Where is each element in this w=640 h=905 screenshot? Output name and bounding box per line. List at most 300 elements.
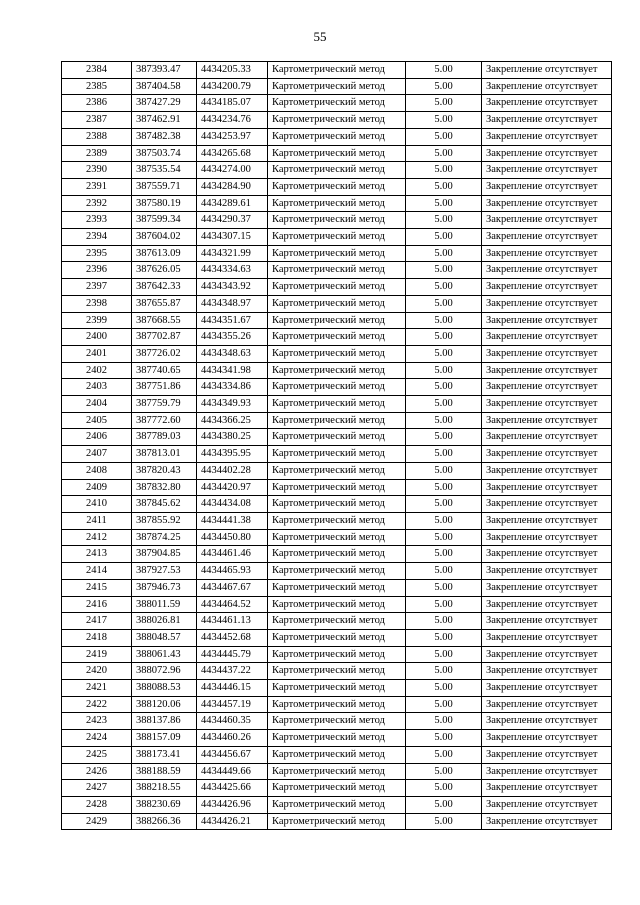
x-coordinate-cell: 387927.53 <box>132 563 197 580</box>
x-coordinate-cell: 387702.87 <box>132 329 197 346</box>
y-coordinate-cell: 4434420.97 <box>197 479 268 496</box>
accuracy-cell: 5.00 <box>406 596 482 613</box>
table-row <box>62 763 612 780</box>
table-row <box>62 312 612 329</box>
method-cell: Картометрический метод <box>268 362 406 379</box>
table-row <box>62 195 612 212</box>
x-coordinate-cell: 387642.33 <box>132 279 197 296</box>
y-coordinate-cell: 4434446.15 <box>197 680 268 697</box>
accuracy-cell: 5.00 <box>406 295 482 312</box>
table-row <box>62 579 612 596</box>
x-coordinate-cell: 387393.47 <box>132 62 197 79</box>
method-cell: Картометрический метод <box>268 462 406 479</box>
method-cell: Картометрический метод <box>268 62 406 79</box>
accuracy-cell: 5.00 <box>406 446 482 463</box>
fixing-cell: Закрепление отсутствует <box>482 295 612 312</box>
accuracy-cell: 5.00 <box>406 479 482 496</box>
method-cell: Картометрический метод <box>268 663 406 680</box>
x-coordinate-cell: 387904.85 <box>132 546 197 563</box>
table-row <box>62 479 612 496</box>
method-cell: Картометрический метод <box>268 112 406 129</box>
fixing-cell: Закрепление отсутствует <box>482 412 612 429</box>
fixing-cell: Закрепление отсутствует <box>482 579 612 596</box>
table-row <box>62 78 612 95</box>
point-number-cell: 2387 <box>62 112 132 129</box>
fixing-cell: Закрепление отсутствует <box>482 529 612 546</box>
point-number-cell: 2397 <box>62 279 132 296</box>
method-cell: Картометрический метод <box>268 245 406 262</box>
accuracy-cell: 5.00 <box>406 579 482 596</box>
y-coordinate-cell: 4434460.35 <box>197 713 268 730</box>
x-coordinate-cell: 388188.59 <box>132 763 197 780</box>
accuracy-cell: 5.00 <box>406 713 482 730</box>
point-number-cell: 2392 <box>62 195 132 212</box>
table-row <box>62 713 612 730</box>
x-coordinate-cell: 387946.73 <box>132 579 197 596</box>
point-number-cell: 2429 <box>62 813 132 830</box>
fixing-cell: Закрепление отсутствует <box>482 563 612 580</box>
point-number-cell: 2412 <box>62 529 132 546</box>
x-coordinate-cell: 388011.59 <box>132 596 197 613</box>
method-cell: Картометрический метод <box>268 730 406 747</box>
fixing-cell: Закрепление отсутствует <box>482 128 612 145</box>
accuracy-cell: 5.00 <box>406 763 482 780</box>
x-coordinate-cell: 387503.74 <box>132 145 197 162</box>
point-number-cell: 2386 <box>62 95 132 112</box>
y-coordinate-cell: 4434426.96 <box>197 796 268 813</box>
method-cell: Картометрический метод <box>268 229 406 246</box>
method-cell: Картометрический метод <box>268 696 406 713</box>
x-coordinate-cell: 387427.29 <box>132 95 197 112</box>
table-row <box>62 145 612 162</box>
table-row <box>62 512 612 529</box>
y-coordinate-cell: 4434334.86 <box>197 379 268 396</box>
fixing-cell: Закрепление отсутствует <box>482 546 612 563</box>
coordinates-table <box>61 61 612 830</box>
x-coordinate-cell: 387772.60 <box>132 412 197 429</box>
x-coordinate-cell: 387874.25 <box>132 529 197 546</box>
point-number-cell: 2390 <box>62 162 132 179</box>
fixing-cell: Закрепление отсутствует <box>482 479 612 496</box>
accuracy-cell: 5.00 <box>406 162 482 179</box>
table-row <box>62 396 612 413</box>
method-cell: Картометрический метод <box>268 178 406 195</box>
y-coordinate-cell: 4434351.67 <box>197 312 268 329</box>
accuracy-cell: 5.00 <box>406 62 482 79</box>
accuracy-cell: 5.00 <box>406 796 482 813</box>
point-number-cell: 2388 <box>62 128 132 145</box>
y-coordinate-cell: 4434465.93 <box>197 563 268 580</box>
method-cell: Картометрический метод <box>268 680 406 697</box>
table-row <box>62 295 612 312</box>
accuracy-cell: 5.00 <box>406 245 482 262</box>
method-cell: Картометрический метод <box>268 713 406 730</box>
point-number-cell: 2419 <box>62 646 132 663</box>
x-coordinate-cell: 387845.62 <box>132 496 197 513</box>
accuracy-cell: 5.00 <box>406 312 482 329</box>
y-coordinate-cell: 4434234.76 <box>197 112 268 129</box>
y-coordinate-cell: 4434349.93 <box>197 396 268 413</box>
table-row <box>62 128 612 145</box>
fixing-cell: Закрепление отсутствует <box>482 95 612 112</box>
accuracy-cell: 5.00 <box>406 813 482 830</box>
table-row <box>62 462 612 479</box>
table-row <box>62 362 612 379</box>
x-coordinate-cell: 387832.80 <box>132 479 197 496</box>
point-number-cell: 2405 <box>62 412 132 429</box>
accuracy-cell: 5.00 <box>406 362 482 379</box>
fixing-cell: Закрепление отсутствует <box>482 245 612 262</box>
method-cell: Картометрический метод <box>268 396 406 413</box>
point-number-cell: 2413 <box>62 546 132 563</box>
point-number-cell: 2415 <box>62 579 132 596</box>
method-cell: Картометрический метод <box>268 78 406 95</box>
accuracy-cell: 5.00 <box>406 128 482 145</box>
accuracy-cell: 5.00 <box>406 546 482 563</box>
table-row <box>62 446 612 463</box>
method-cell: Картометрический метод <box>268 763 406 780</box>
y-coordinate-cell: 4434274.00 <box>197 162 268 179</box>
point-number-cell: 2395 <box>62 245 132 262</box>
method-cell: Картометрический метод <box>268 312 406 329</box>
x-coordinate-cell: 388137.86 <box>132 713 197 730</box>
accuracy-cell: 5.00 <box>406 379 482 396</box>
table-row <box>62 646 612 663</box>
table-row <box>62 95 612 112</box>
point-number-cell: 2384 <box>62 62 132 79</box>
method-cell: Картометрический метод <box>268 128 406 145</box>
fixing-cell: Закрепление отсутствует <box>482 713 612 730</box>
method-cell: Картометрический метод <box>268 646 406 663</box>
y-coordinate-cell: 4434200.79 <box>197 78 268 95</box>
x-coordinate-cell: 388266.36 <box>132 813 197 830</box>
accuracy-cell: 5.00 <box>406 229 482 246</box>
accuracy-cell: 5.00 <box>406 746 482 763</box>
accuracy-cell: 5.00 <box>406 462 482 479</box>
y-coordinate-cell: 4434366.25 <box>197 412 268 429</box>
x-coordinate-cell: 388230.69 <box>132 796 197 813</box>
point-number-cell: 2428 <box>62 796 132 813</box>
method-cell: Картометрический метод <box>268 329 406 346</box>
table-row <box>62 345 612 362</box>
point-number-cell: 2407 <box>62 446 132 463</box>
method-cell: Картометрический метод <box>268 162 406 179</box>
point-number-cell: 2394 <box>62 229 132 246</box>
y-coordinate-cell: 4434265.68 <box>197 145 268 162</box>
accuracy-cell: 5.00 <box>406 396 482 413</box>
x-coordinate-cell: 387726.02 <box>132 345 197 362</box>
table-row <box>62 329 612 346</box>
fixing-cell: Закрепление отсутствует <box>482 362 612 379</box>
method-cell: Картометрический метод <box>268 796 406 813</box>
x-coordinate-cell: 387580.19 <box>132 195 197 212</box>
accuracy-cell: 5.00 <box>406 663 482 680</box>
point-number-cell: 2421 <box>62 680 132 697</box>
fixing-cell: Закрепление отсутствует <box>482 178 612 195</box>
point-number-cell: 2406 <box>62 429 132 446</box>
y-coordinate-cell: 4434334.63 <box>197 262 268 279</box>
point-number-cell: 2409 <box>62 479 132 496</box>
method-cell: Картометрический метод <box>268 95 406 112</box>
accuracy-cell: 5.00 <box>406 529 482 546</box>
table-row <box>62 680 612 697</box>
fixing-cell: Закрепление отсутствует <box>482 629 612 646</box>
x-coordinate-cell: 388120.06 <box>132 696 197 713</box>
y-coordinate-cell: 4434452.68 <box>197 629 268 646</box>
y-coordinate-cell: 4434395.95 <box>197 446 268 463</box>
fixing-cell: Закрепление отсутствует <box>482 663 612 680</box>
fixing-cell: Закрепление отсутствует <box>482 446 612 463</box>
fixing-cell: Закрепление отсутствует <box>482 279 612 296</box>
table-row <box>62 696 612 713</box>
table-row <box>62 229 612 246</box>
y-coordinate-cell: 4434450.80 <box>197 529 268 546</box>
x-coordinate-cell: 387404.58 <box>132 78 197 95</box>
y-coordinate-cell: 4434426.21 <box>197 813 268 830</box>
method-cell: Картометрический метод <box>268 512 406 529</box>
fixing-cell: Закрепление отсутствует <box>482 462 612 479</box>
fixing-cell: Закрепление отсутствует <box>482 345 612 362</box>
accuracy-cell: 5.00 <box>406 696 482 713</box>
fixing-cell: Закрепление отсутствует <box>482 329 612 346</box>
table-row <box>62 663 612 680</box>
table-row <box>62 178 612 195</box>
fixing-cell: Закрепление отсутствует <box>482 429 612 446</box>
x-coordinate-cell: 387820.43 <box>132 462 197 479</box>
x-coordinate-cell: 387482.38 <box>132 128 197 145</box>
y-coordinate-cell: 4434348.97 <box>197 295 268 312</box>
x-coordinate-cell: 387535.54 <box>132 162 197 179</box>
y-coordinate-cell: 4434380.25 <box>197 429 268 446</box>
method-cell: Картометрический метод <box>268 563 406 580</box>
table-row <box>62 262 612 279</box>
table-row <box>62 796 612 813</box>
accuracy-cell: 5.00 <box>406 112 482 129</box>
page-number: 55 <box>313 29 327 44</box>
fixing-cell: Закрепление отсутствует <box>482 780 612 797</box>
x-coordinate-cell: 387559.71 <box>132 178 197 195</box>
accuracy-cell: 5.00 <box>406 629 482 646</box>
y-coordinate-cell: 4434437.22 <box>197 663 268 680</box>
accuracy-cell: 5.00 <box>406 279 482 296</box>
fixing-cell: Закрепление отсутствует <box>482 262 612 279</box>
x-coordinate-cell: 388048.57 <box>132 629 197 646</box>
point-number-cell: 2420 <box>62 663 132 680</box>
accuracy-cell: 5.00 <box>406 512 482 529</box>
y-coordinate-cell: 4434441.38 <box>197 512 268 529</box>
table-row <box>62 212 612 229</box>
table-row <box>62 730 612 747</box>
method-cell: Картометрический метод <box>268 279 406 296</box>
table-row <box>62 112 612 129</box>
y-coordinate-cell: 4434467.67 <box>197 579 268 596</box>
table-row <box>62 529 612 546</box>
table-row <box>62 746 612 763</box>
fixing-cell: Закрепление отсутствует <box>482 613 612 630</box>
accuracy-cell: 5.00 <box>406 613 482 630</box>
fixing-cell: Закрепление отсутствует <box>482 112 612 129</box>
fixing-cell: Закрепление отсутствует <box>482 596 612 613</box>
x-coordinate-cell: 387604.02 <box>132 229 197 246</box>
x-coordinate-cell: 387626.05 <box>132 262 197 279</box>
point-number-cell: 2408 <box>62 462 132 479</box>
x-coordinate-cell: 387789.03 <box>132 429 197 446</box>
fixing-cell: Закрепление отсутствует <box>482 229 612 246</box>
y-coordinate-cell: 4434289.61 <box>197 195 268 212</box>
accuracy-cell: 5.00 <box>406 78 482 95</box>
fixing-cell: Закрепление отсутствует <box>482 696 612 713</box>
fixing-cell: Закрепление отсутствует <box>482 62 612 79</box>
x-coordinate-cell: 388218.55 <box>132 780 197 797</box>
point-number-cell: 2402 <box>62 362 132 379</box>
point-number-cell: 2426 <box>62 763 132 780</box>
x-coordinate-cell: 387751.86 <box>132 379 197 396</box>
y-coordinate-cell: 4434461.46 <box>197 546 268 563</box>
point-number-cell: 2404 <box>62 396 132 413</box>
accuracy-cell: 5.00 <box>406 262 482 279</box>
x-coordinate-cell: 388173.41 <box>132 746 197 763</box>
y-coordinate-cell: 4434205.33 <box>197 62 268 79</box>
point-number-cell: 2414 <box>62 563 132 580</box>
point-number-cell: 2411 <box>62 512 132 529</box>
x-coordinate-cell: 387599.34 <box>132 212 197 229</box>
y-coordinate-cell: 4434402.28 <box>197 462 268 479</box>
table-row <box>62 412 612 429</box>
fixing-cell: Закрепление отсутствует <box>482 145 612 162</box>
point-number-cell: 2393 <box>62 212 132 229</box>
point-number-cell: 2423 <box>62 713 132 730</box>
point-number-cell: 2422 <box>62 696 132 713</box>
method-cell: Картометрический метод <box>268 379 406 396</box>
method-cell: Картометрический метод <box>268 746 406 763</box>
y-coordinate-cell: 4434307.15 <box>197 229 268 246</box>
accuracy-cell: 5.00 <box>406 178 482 195</box>
accuracy-cell: 5.00 <box>406 412 482 429</box>
x-coordinate-cell: 388026.81 <box>132 613 197 630</box>
fixing-cell: Закрепление отсутствует <box>482 396 612 413</box>
fixing-cell: Закрепление отсутствует <box>482 763 612 780</box>
accuracy-cell: 5.00 <box>406 145 482 162</box>
fixing-cell: Закрепление отсутствует <box>482 746 612 763</box>
method-cell: Картометрический метод <box>268 429 406 446</box>
table-row <box>62 546 612 563</box>
y-coordinate-cell: 4434449.66 <box>197 763 268 780</box>
x-coordinate-cell: 388088.53 <box>132 680 197 697</box>
point-number-cell: 2401 <box>62 345 132 362</box>
fixing-cell: Закрепление отсутствует <box>482 680 612 697</box>
table-row <box>62 279 612 296</box>
point-number-cell: 2416 <box>62 596 132 613</box>
point-number-cell: 2425 <box>62 746 132 763</box>
method-cell: Картометрический метод <box>268 780 406 797</box>
accuracy-cell: 5.00 <box>406 563 482 580</box>
accuracy-cell: 5.00 <box>406 429 482 446</box>
y-coordinate-cell: 4434185.07 <box>197 95 268 112</box>
y-coordinate-cell: 4434343.92 <box>197 279 268 296</box>
accuracy-cell: 5.00 <box>406 730 482 747</box>
method-cell: Картометрический метод <box>268 496 406 513</box>
x-coordinate-cell: 387759.79 <box>132 396 197 413</box>
method-cell: Картометрический метод <box>268 412 406 429</box>
table-row <box>62 780 612 797</box>
x-coordinate-cell: 387740.65 <box>132 362 197 379</box>
method-cell: Картометрический метод <box>268 613 406 630</box>
y-coordinate-cell: 4434321.99 <box>197 245 268 262</box>
point-number-cell: 2424 <box>62 730 132 747</box>
y-coordinate-cell: 4434445.79 <box>197 646 268 663</box>
y-coordinate-cell: 4434456.67 <box>197 746 268 763</box>
y-coordinate-cell: 4434460.26 <box>197 730 268 747</box>
fixing-cell: Закрепление отсутствует <box>482 312 612 329</box>
accuracy-cell: 5.00 <box>406 646 482 663</box>
x-coordinate-cell: 388157.09 <box>132 730 197 747</box>
y-coordinate-cell: 4434348.63 <box>197 345 268 362</box>
x-coordinate-cell: 388061.43 <box>132 646 197 663</box>
accuracy-cell: 5.00 <box>406 496 482 513</box>
accuracy-cell: 5.00 <box>406 329 482 346</box>
x-coordinate-cell: 388072.96 <box>132 663 197 680</box>
y-coordinate-cell: 4434355.26 <box>197 329 268 346</box>
accuracy-cell: 5.00 <box>406 95 482 112</box>
y-coordinate-cell: 4434464.52 <box>197 596 268 613</box>
method-cell: Картометрический метод <box>268 145 406 162</box>
fixing-cell: Закрепление отсутствует <box>482 379 612 396</box>
y-coordinate-cell: 4434434.08 <box>197 496 268 513</box>
table-row <box>62 429 612 446</box>
y-coordinate-cell: 4434461.13 <box>197 613 268 630</box>
method-cell: Картометрический метод <box>268 529 406 546</box>
method-cell: Картометрический метод <box>268 479 406 496</box>
table-row <box>62 596 612 613</box>
method-cell: Картометрический метод <box>268 212 406 229</box>
x-coordinate-cell: 387855.92 <box>132 512 197 529</box>
y-coordinate-cell: 4434457.19 <box>197 696 268 713</box>
point-number-cell: 2391 <box>62 178 132 195</box>
accuracy-cell: 5.00 <box>406 345 482 362</box>
x-coordinate-cell: 387813.01 <box>132 446 197 463</box>
accuracy-cell: 5.00 <box>406 212 482 229</box>
fixing-cell: Закрепление отсутствует <box>482 78 612 95</box>
fixing-cell: Закрепление отсутствует <box>482 162 612 179</box>
point-number-cell: 2400 <box>62 329 132 346</box>
y-coordinate-cell: 4434425.66 <box>197 780 268 797</box>
coordinates-table-body <box>62 62 612 830</box>
y-coordinate-cell: 4434290.37 <box>197 212 268 229</box>
method-cell: Картометрический метод <box>268 813 406 830</box>
x-coordinate-cell: 387655.87 <box>132 295 197 312</box>
point-number-cell: 2418 <box>62 629 132 646</box>
accuracy-cell: 5.00 <box>406 680 482 697</box>
table-row <box>62 813 612 830</box>
fixing-cell: Закрепление отсутствует <box>482 730 612 747</box>
method-cell: Картометрический метод <box>268 446 406 463</box>
point-number-cell: 2410 <box>62 496 132 513</box>
method-cell: Картометрический метод <box>268 195 406 212</box>
table-row <box>62 62 612 79</box>
y-coordinate-cell: 4434341.98 <box>197 362 268 379</box>
x-coordinate-cell: 387668.55 <box>132 312 197 329</box>
point-number-cell: 2398 <box>62 295 132 312</box>
method-cell: Картометрический метод <box>268 295 406 312</box>
x-coordinate-cell: 387613.09 <box>132 245 197 262</box>
table-row <box>62 613 612 630</box>
fixing-cell: Закрепление отсутствует <box>482 813 612 830</box>
accuracy-cell: 5.00 <box>406 195 482 212</box>
point-number-cell: 2399 <box>62 312 132 329</box>
point-number-cell: 2427 <box>62 780 132 797</box>
method-cell: Картометрический метод <box>268 629 406 646</box>
method-cell: Картометрический метод <box>268 262 406 279</box>
